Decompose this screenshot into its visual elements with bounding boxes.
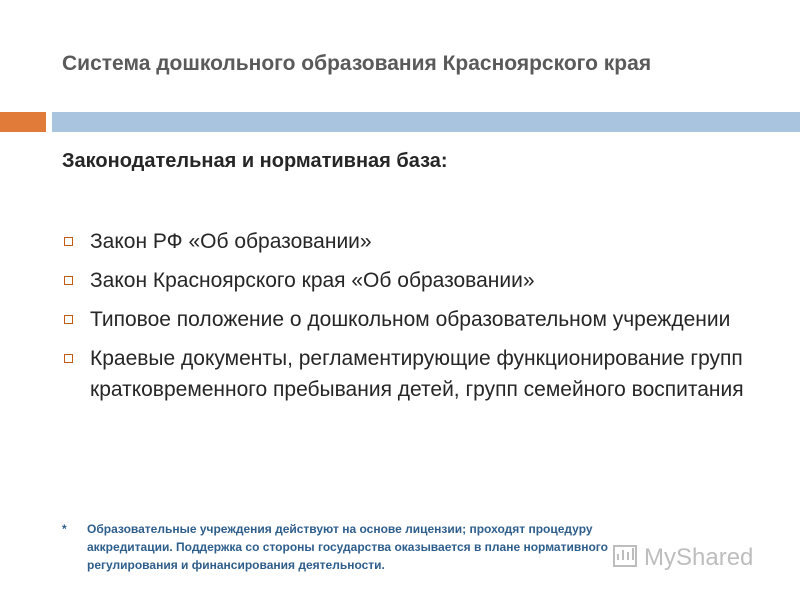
watermark-logo (612, 540, 772, 574)
bullet-list (62, 226, 762, 413)
list-item-text: Краевые документы, регламентирующие функционирование групп кратковременного пребывания детей, групп семейного воспитания (90, 347, 744, 401)
square-bullet-icon (64, 354, 73, 363)
square-bullet-icon (64, 237, 73, 246)
footnote (62, 520, 702, 574)
accent-bar-blue (52, 112, 800, 132)
square-bullet-icon (64, 276, 73, 285)
myshared-logo-icon (612, 540, 772, 574)
footnote-line: аккредитации. Поддержка со стороны государства оказывается в плане нормативного (87, 540, 608, 554)
list-item (62, 304, 762, 335)
square-bullet-icon (64, 315, 73, 324)
list-item-text: Типовое положение о дошкольном образовательном учреждении (90, 308, 731, 331)
list-item (62, 343, 762, 405)
list-item-text: Закон РФ «Об образовании» (90, 230, 372, 253)
svg-text:MyShared: MyShared (644, 544, 754, 571)
section-heading: Законодательная и нормативная база: (62, 150, 448, 172)
accent-bar-orange (0, 112, 46, 132)
page-title: Система дошкольного образования Красноярского края (62, 52, 652, 75)
list-item (62, 226, 762, 257)
list-item-text: Закон Красноярского края «Об образовании» (90, 269, 535, 292)
footnote-marker: * (62, 522, 67, 536)
footnote-line: Образовательные учреждения действуют на основе лицензии; проходят процедуру (87, 522, 593, 536)
footnote-line: регулирования и финансирования деятельности. (87, 558, 385, 572)
list-item (62, 265, 762, 296)
